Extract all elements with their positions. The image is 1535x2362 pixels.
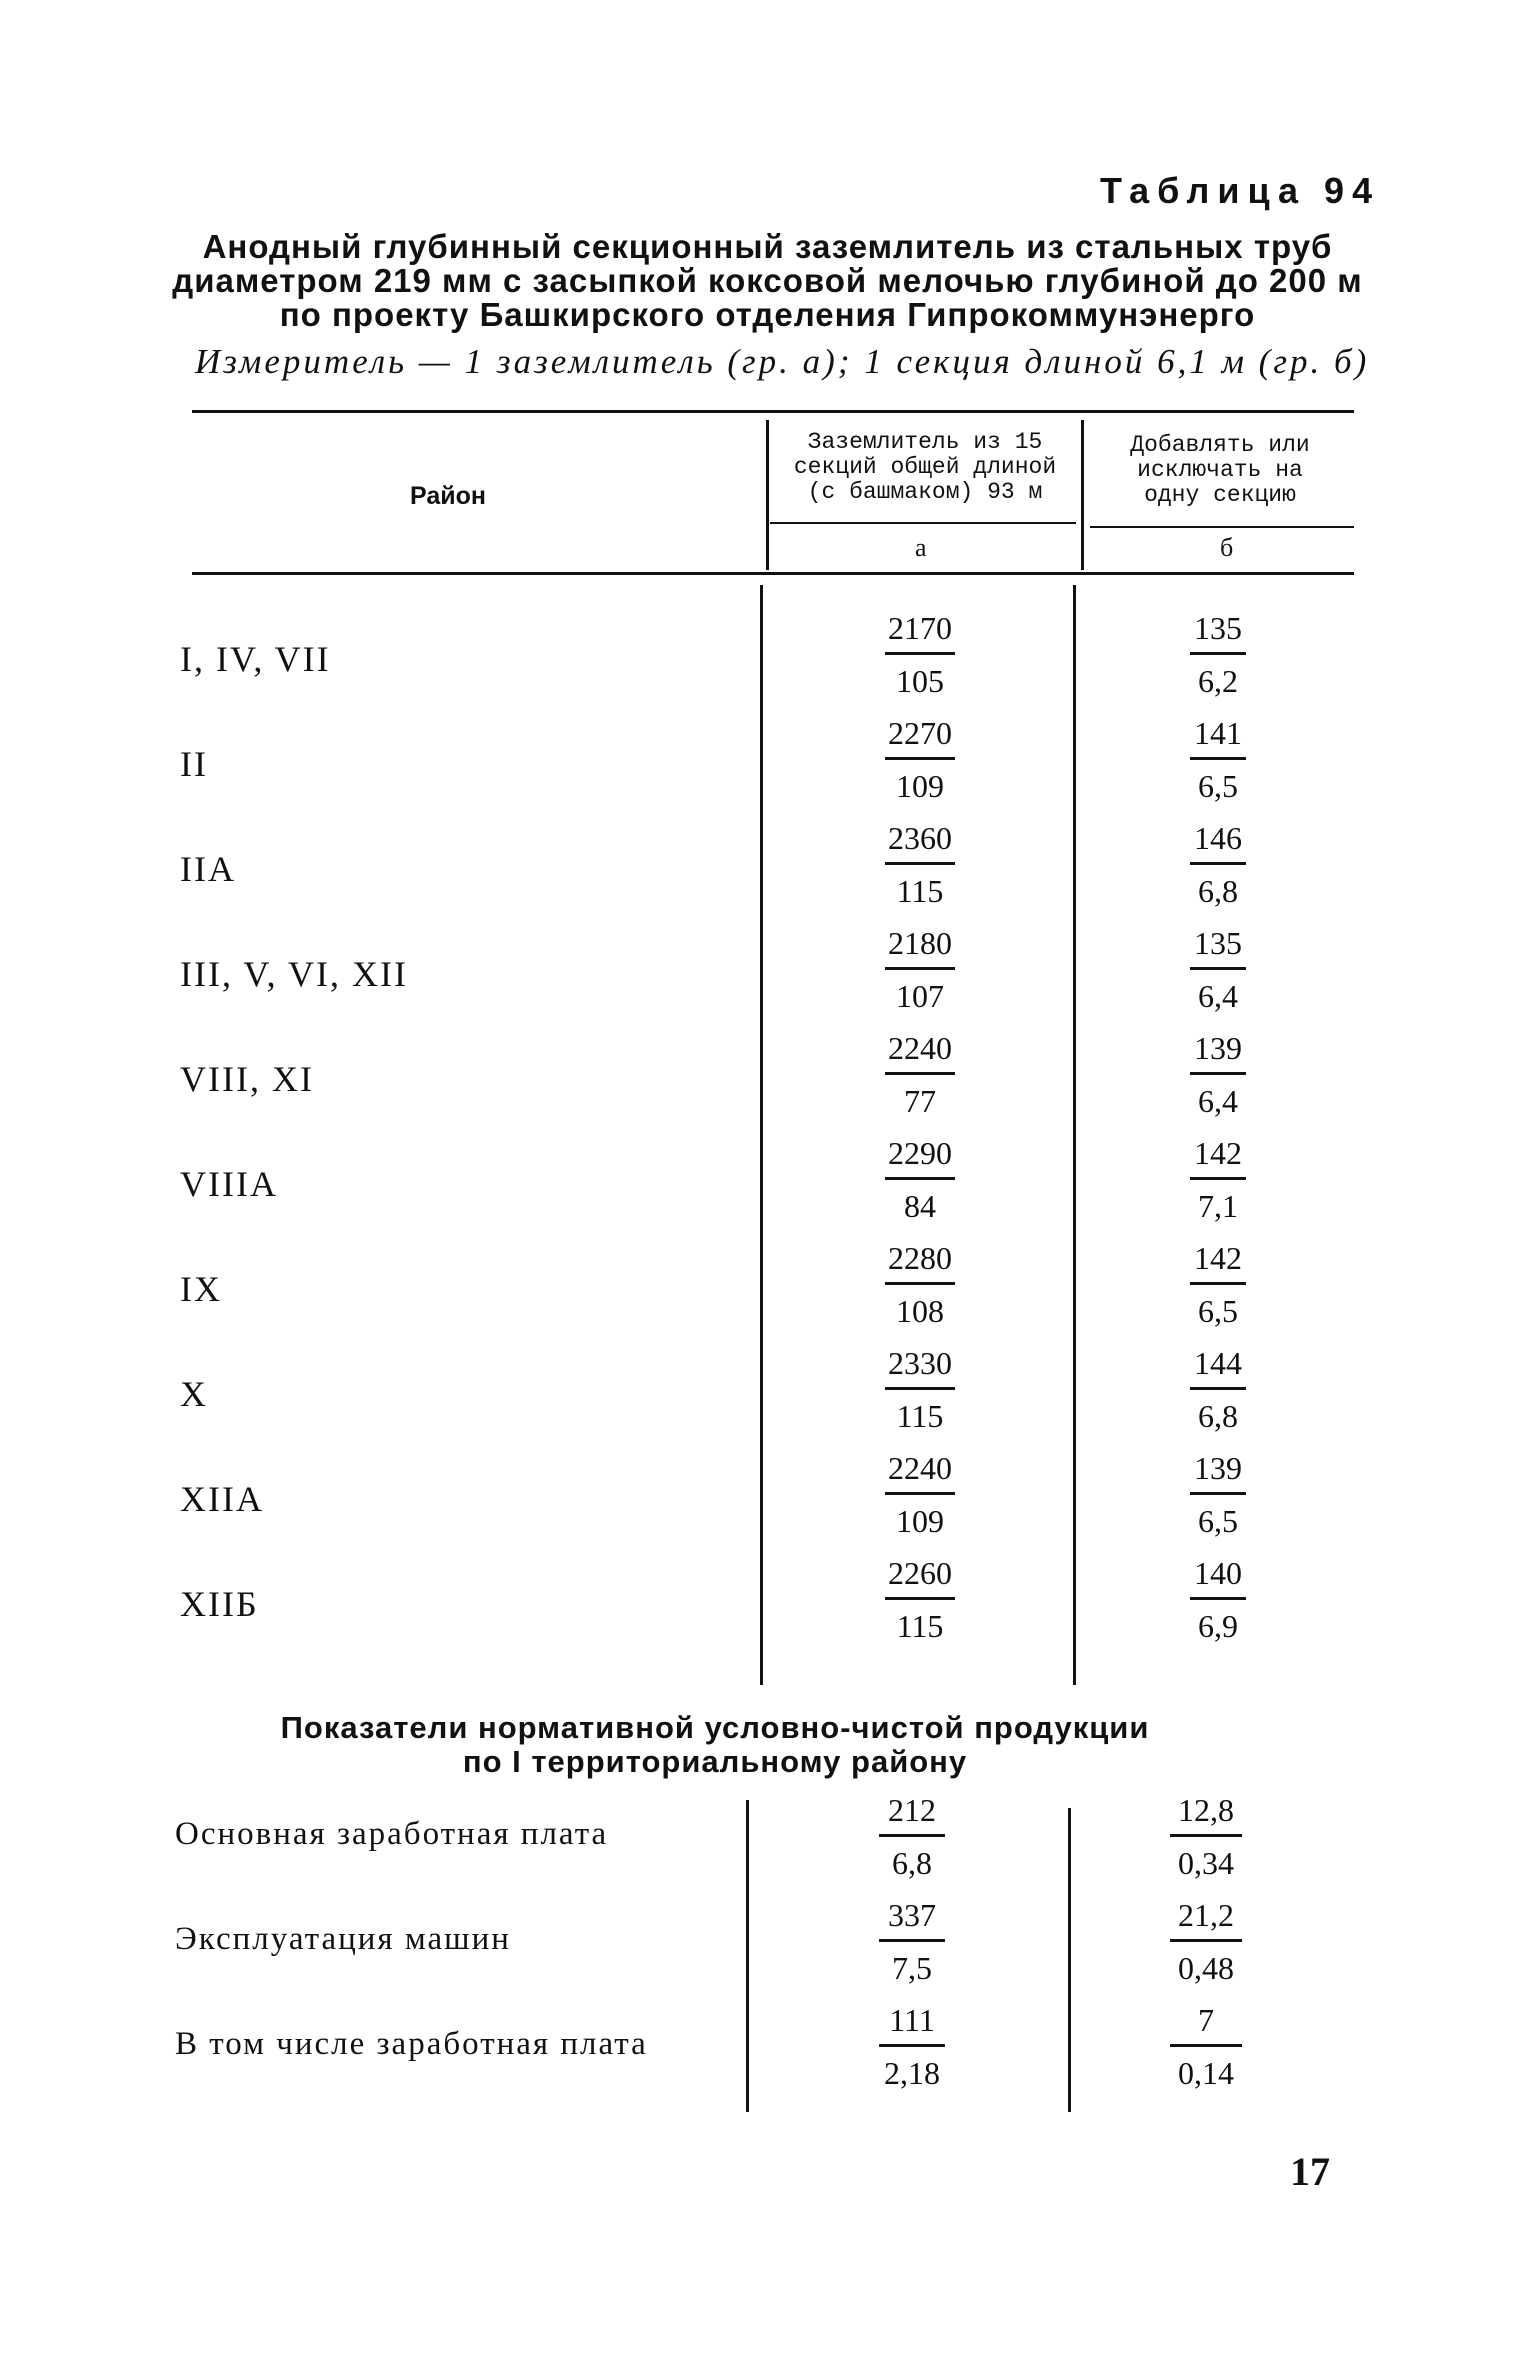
row-col-b-num: 142 bbox=[1194, 1240, 1242, 1276]
indicator-col-a-den: 6,8 bbox=[892, 1845, 932, 1881]
row-region: II bbox=[180, 744, 208, 784]
row-col-a-den: 108 bbox=[896, 1293, 944, 1329]
table-label: Таблица 94 bbox=[1100, 170, 1381, 211]
header-col-b-line-3: одну секцию bbox=[1144, 482, 1296, 508]
indicator-col-a-num: 337 bbox=[888, 1897, 936, 1933]
row-col-b-num: 146 bbox=[1194, 820, 1242, 856]
row-region: III, V, VI, XII bbox=[180, 954, 408, 994]
indicator-col-b bbox=[1136, 1895, 1276, 1988]
fraction-bar bbox=[1170, 1834, 1242, 1837]
row-col-b-den: 6,4 bbox=[1198, 978, 1238, 1014]
indicator-col-a-den: 2,18 bbox=[884, 2055, 940, 2091]
row-col-b-den: 6,4 bbox=[1198, 1083, 1238, 1119]
fraction-bar bbox=[879, 1834, 945, 1837]
fraction-bar bbox=[1190, 1387, 1246, 1390]
indicator-label: В том числе заработная плата bbox=[175, 2026, 648, 2062]
row-col-b-den: 6,2 bbox=[1198, 663, 1238, 699]
row-col-b-num: 144 bbox=[1194, 1345, 1242, 1381]
fraction-bar bbox=[1190, 757, 1246, 760]
fraction-bar bbox=[885, 1492, 955, 1495]
header-divider-b bbox=[1081, 420, 1084, 570]
row-col-a-num: 2290 bbox=[888, 1135, 952, 1171]
row-col-a bbox=[850, 1028, 990, 1121]
indicator-col-a-num: 212 bbox=[888, 1792, 936, 1828]
fraction-bar bbox=[879, 2044, 945, 2047]
row-region: XIIБ bbox=[180, 1584, 259, 1624]
row-col-a bbox=[850, 1133, 990, 1226]
row-region: X bbox=[180, 1374, 208, 1414]
indicator-col-a bbox=[842, 2000, 982, 2093]
indicator-col-b-den: 0,34 bbox=[1178, 1845, 1234, 1881]
row-col-a bbox=[850, 608, 990, 701]
fraction-bar bbox=[885, 862, 955, 865]
fraction-bar bbox=[1190, 652, 1246, 655]
fraction-bar bbox=[885, 967, 955, 970]
title-line-1: Анодный глубинный секционный заземлитель из стальных труб bbox=[202, 228, 1333, 265]
row-col-b bbox=[1148, 923, 1288, 1016]
row-col-a-den: 105 bbox=[896, 663, 944, 699]
row-col-b bbox=[1148, 1238, 1288, 1331]
row-region: IIA bbox=[180, 849, 236, 889]
indicator-col-b-num: 21,2 bbox=[1178, 1897, 1234, 1933]
header-bottom-rule bbox=[192, 572, 1354, 575]
row-region: VIII, XI bbox=[180, 1059, 314, 1099]
title-line-3: по проекту Башкирского отделения Гипрокоммунэнерго bbox=[279, 296, 1256, 333]
header-divider-a bbox=[766, 420, 769, 570]
fraction-bar bbox=[1170, 1939, 1242, 1942]
body-divider-b bbox=[1073, 585, 1076, 1685]
header-col-a-rule bbox=[770, 522, 1076, 524]
row-col-a-num: 2180 bbox=[888, 925, 952, 961]
fraction-bar bbox=[1190, 1072, 1246, 1075]
row-col-a bbox=[850, 1343, 990, 1436]
header-col-a-line-1: Заземлитель из 15 bbox=[807, 429, 1043, 455]
section-title-line-2: по I территориальному району bbox=[462, 1744, 968, 1779]
row-col-b bbox=[1148, 1133, 1288, 1226]
header-col-a-code: а bbox=[915, 533, 927, 562]
fraction-bar bbox=[885, 1387, 955, 1390]
fraction-bar bbox=[885, 652, 955, 655]
row-col-b-num: 141 bbox=[1194, 715, 1242, 751]
row-col-a bbox=[850, 1553, 990, 1646]
row-col-b-den: 6,9 bbox=[1198, 1608, 1238, 1644]
row-col-a-num: 2280 bbox=[888, 1240, 952, 1276]
header-col-b-line-1: Добавлять или bbox=[1130, 432, 1310, 458]
row-region: VIIIA bbox=[180, 1164, 278, 1204]
indicator-col-b bbox=[1136, 1790, 1276, 1883]
fraction-bar bbox=[1190, 1492, 1246, 1495]
indicator-col-a bbox=[842, 1895, 982, 1988]
indicator-col-a-den: 7,5 bbox=[892, 1950, 932, 1986]
fraction-bar bbox=[1190, 1177, 1246, 1180]
fraction-bar bbox=[885, 1177, 955, 1180]
row-col-b bbox=[1148, 818, 1288, 911]
row-col-b bbox=[1148, 1553, 1288, 1646]
fraction-bar bbox=[1190, 1282, 1246, 1285]
fraction-bar bbox=[885, 757, 955, 760]
row-col-b bbox=[1148, 608, 1288, 701]
row-col-b bbox=[1148, 713, 1288, 806]
meter-line: Измеритель — 1 заземлитель (гр. а); 1 секция длиной 6,1 м (гр. б) bbox=[195, 342, 1370, 381]
row-col-b-num: 140 bbox=[1194, 1555, 1242, 1591]
header-col-a bbox=[770, 430, 1080, 505]
header-top-rule bbox=[192, 410, 1354, 413]
indicator-col-b-den: 0,14 bbox=[1178, 2055, 1234, 2091]
row-col-b bbox=[1148, 1028, 1288, 1121]
header-col-b bbox=[1085, 433, 1355, 508]
title-line-2: диаметром 219 мм с засыпкой коксовой мелочью глубиной до 200 м bbox=[172, 262, 1363, 299]
header-region: Район bbox=[410, 482, 486, 510]
row-col-a-den: 77 bbox=[904, 1083, 936, 1119]
row-col-a-den: 115 bbox=[896, 1398, 944, 1434]
page-number: 17 bbox=[1290, 2149, 1330, 2194]
indicator-col-b-den: 0,48 bbox=[1178, 1950, 1234, 1986]
row-col-b-den: 6,5 bbox=[1198, 1293, 1238, 1329]
row-col-b-num: 139 bbox=[1194, 1450, 1242, 1486]
fraction-bar bbox=[885, 1072, 955, 1075]
row-col-b-den: 7,1 bbox=[1198, 1188, 1238, 1224]
row-col-a-den: 84 bbox=[904, 1188, 936, 1224]
fraction-bar bbox=[1190, 862, 1246, 865]
row-col-b-den: 6,8 bbox=[1198, 873, 1238, 909]
row-col-a-num: 2170 bbox=[888, 610, 952, 646]
indicator-col-b bbox=[1136, 2000, 1276, 2093]
indicator-label: Основная заработная плата bbox=[175, 1816, 609, 1852]
row-col-b-den: 6,5 bbox=[1198, 768, 1238, 804]
fraction-bar bbox=[879, 1939, 945, 1942]
header-col-b-line-2: исключать на bbox=[1137, 457, 1303, 483]
indicator-label: Эксплуатация машин bbox=[175, 1921, 511, 1957]
section-title-line-1: Показатели нормативной условно-чистой продукции bbox=[280, 1710, 1150, 1745]
row-col-a-num: 2240 bbox=[888, 1450, 952, 1486]
row-col-b bbox=[1148, 1448, 1288, 1541]
indicator-divider-a bbox=[746, 1800, 749, 2112]
row-col-b-num: 139 bbox=[1194, 1030, 1242, 1066]
row-region: XIIA bbox=[180, 1479, 264, 1519]
row-col-b-den: 6,8 bbox=[1198, 1398, 1238, 1434]
indicator-divider-b bbox=[1068, 1808, 1071, 2112]
row-col-b-num: 135 bbox=[1194, 610, 1242, 646]
body-divider-a bbox=[760, 585, 763, 1685]
row-col-a-den: 109 bbox=[896, 768, 944, 804]
row-col-a-den: 115 bbox=[896, 873, 944, 909]
row-col-a-den: 107 bbox=[896, 978, 944, 1014]
row-col-a-num: 2260 bbox=[888, 1555, 952, 1591]
row-col-a bbox=[850, 1448, 990, 1541]
row-col-a-num: 2360 bbox=[888, 820, 952, 856]
row-col-a-den: 115 bbox=[896, 1608, 944, 1644]
row-col-a-num: 2270 bbox=[888, 715, 952, 751]
row-col-a-num: 2330 bbox=[888, 1345, 952, 1381]
fraction-bar bbox=[885, 1282, 955, 1285]
row-col-a-den: 109 bbox=[896, 1503, 944, 1539]
row-col-b-den: 6,5 bbox=[1198, 1503, 1238, 1539]
row-col-a bbox=[850, 923, 990, 1016]
header-col-a-line-2: секций общей длиной bbox=[793, 454, 1057, 480]
fraction-bar bbox=[1190, 967, 1246, 970]
header-col-b-code: б bbox=[1220, 533, 1234, 562]
row-col-a bbox=[850, 818, 990, 911]
row-col-a-num: 2240 bbox=[888, 1030, 952, 1066]
fraction-bar bbox=[1170, 2044, 1242, 2047]
row-col-a bbox=[850, 713, 990, 806]
indicator-col-b-num: 7 bbox=[1198, 2002, 1214, 2038]
fraction-bar bbox=[885, 1597, 955, 1600]
row-col-a bbox=[850, 1238, 990, 1331]
row-region: IX bbox=[180, 1269, 222, 1309]
row-col-b-num: 142 bbox=[1194, 1135, 1242, 1171]
header-col-b-rule bbox=[1090, 526, 1354, 528]
fraction-bar bbox=[1190, 1597, 1246, 1600]
row-col-b-num: 135 bbox=[1194, 925, 1242, 961]
header-col-a-line-3: (с башмаком) 93 м bbox=[807, 479, 1043, 505]
indicator-col-a bbox=[842, 1790, 982, 1883]
row-col-b bbox=[1148, 1343, 1288, 1436]
row-region: I, IV, VII bbox=[180, 639, 331, 679]
indicator-col-b-num: 12,8 bbox=[1178, 1792, 1234, 1828]
indicator-col-a-num: 111 bbox=[889, 2002, 935, 2038]
